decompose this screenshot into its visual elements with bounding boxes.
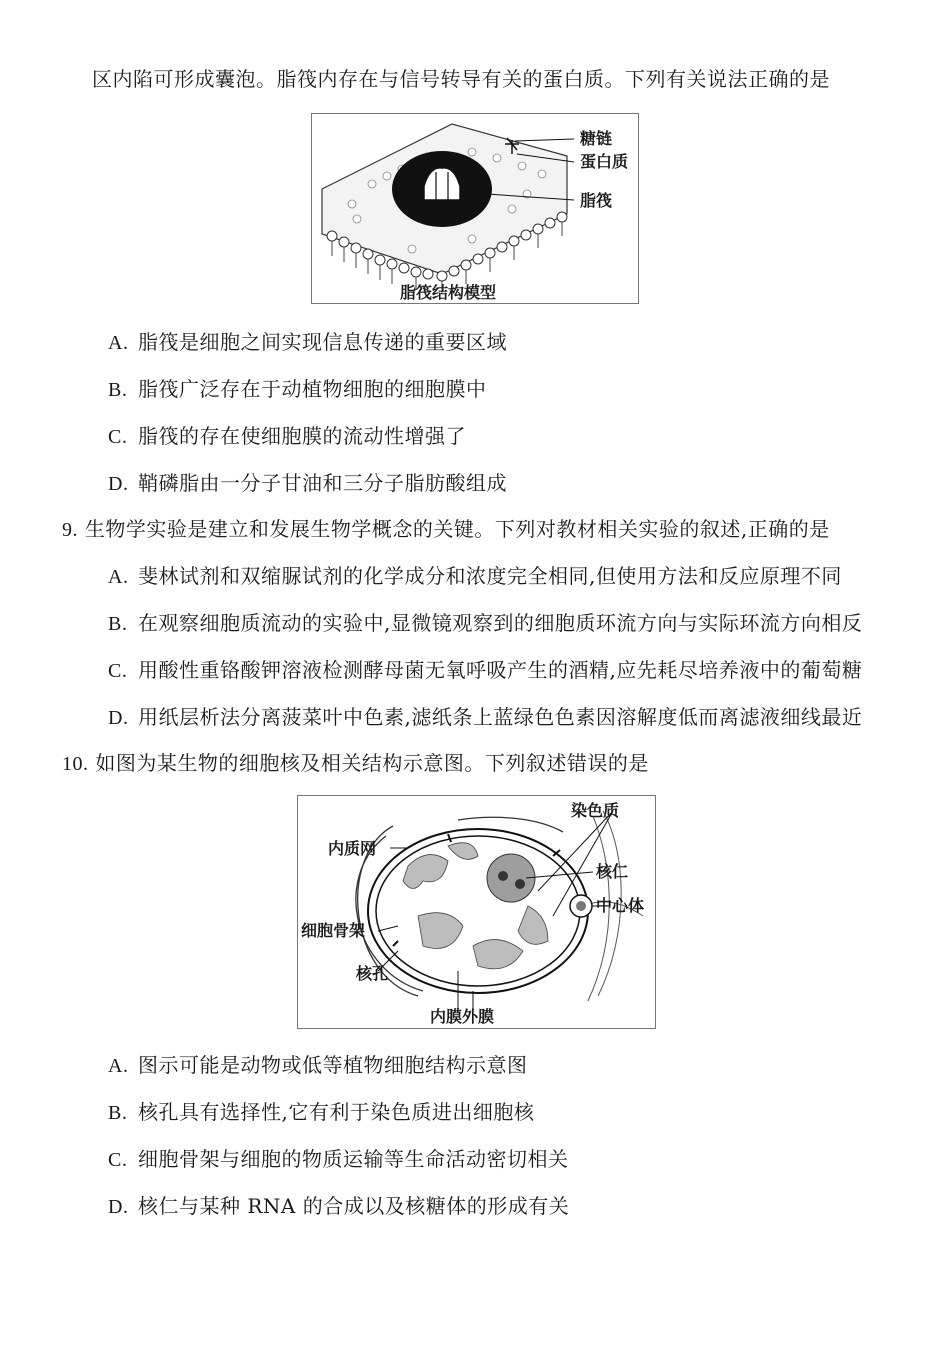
option-letter: B. <box>108 613 128 635</box>
option-text: 图示可能是动物或低等植物细胞结构示意图 <box>138 1053 528 1077</box>
q8-option-c <box>108 423 466 450</box>
nucleus-figure <box>297 795 656 1029</box>
option-text: 鞘磷脂由一分子甘油和三分子脂肪酸组成 <box>138 471 507 495</box>
option-letter: A. <box>108 332 129 354</box>
option-letter: A. <box>108 1055 129 1077</box>
label-er: 内质网 <box>328 839 377 858</box>
option-letter: C. <box>108 426 128 448</box>
label-nucleolus: 核仁 <box>596 862 629 881</box>
option-text: 脂筏的存在使细胞膜的流动性增强了 <box>138 424 466 448</box>
option-text: 脂筏广泛存在于动植物细胞的细胞膜中 <box>138 377 487 401</box>
question-stem: 生物学实验是建立和发展生物学概念的关键。下列对教材相关实验的叙述,正确的是 <box>84 517 830 541</box>
option-text: 在观察细胞质流动的实验中,显微镜观察到的细胞质环流方向与实际环流方向相反 <box>138 611 863 635</box>
q9-stem <box>62 516 830 543</box>
nucleus-diagram <box>298 796 655 1028</box>
option-text: 核孔具有选择性,它有利于染色质进出细胞核 <box>138 1100 535 1124</box>
label-membranes: 内膜外膜 <box>430 1007 495 1026</box>
q8-option-a <box>108 329 507 356</box>
figure-caption: 脂筏结构模型 <box>400 283 497 302</box>
q8-option-b <box>108 376 487 403</box>
q10-option-d <box>108 1193 569 1220</box>
option-letter: D. <box>108 473 129 495</box>
label-cytoskeleton: 细胞骨架 <box>301 921 366 940</box>
q9-option-b <box>108 610 862 637</box>
option-letter: B. <box>108 379 128 401</box>
option-text: 斐林试剂和双缩脲试剂的化学成分和浓度完全相同,但使用方法和反应原理不同 <box>138 564 842 588</box>
q10-option-c <box>108 1146 569 1173</box>
question-number: 10. <box>62 753 89 775</box>
q8-stem-tail: 区内陷可形成囊泡。脂筏内存在与信号转导有关的蛋白质。下列有关说法正确的是 <box>92 67 830 91</box>
lipid-raft-diagram <box>312 114 638 303</box>
option-letter: A. <box>108 566 129 588</box>
label-raft: 脂筏 <box>580 191 613 210</box>
option-text: 用纸层析法分离菠菜叶中色素,滤纸条上蓝绿色色素因溶解度低而离滤液细线最近 <box>138 705 863 729</box>
option-text: 细胞骨架与细胞的物质运输等生命活动密切相关 <box>138 1147 569 1171</box>
option-letter: C. <box>108 1149 128 1171</box>
label-protein: 蛋白质 <box>580 152 629 171</box>
label-centrosome: 中心体 <box>596 896 645 915</box>
option-text: 核仁与某种 RNA 的合成以及核糖体的形成有关 <box>138 1194 570 1218</box>
option-letter: C. <box>108 660 128 682</box>
option-text: 脂筏是细胞之间实现信息传递的重要区域 <box>138 330 507 354</box>
option-letter: B. <box>108 1102 128 1124</box>
question-number: 9. <box>62 519 78 541</box>
label-sugar-chain: 糖链 <box>580 129 613 148</box>
option-letter: D. <box>108 707 129 729</box>
option-letter: D. <box>108 1196 129 1218</box>
q10-stem <box>62 750 649 777</box>
q10-option-b <box>108 1099 534 1126</box>
q9-option-d <box>108 704 862 731</box>
question-stem: 如图为某生物的细胞核及相关结构示意图。下列叙述错误的是 <box>95 751 649 775</box>
q9-option-a <box>108 563 842 590</box>
q8-option-d <box>108 470 507 497</box>
label-nuclear-pore: 核孔 <box>356 964 389 983</box>
lipid-raft-figure <box>311 113 639 304</box>
q10-option-a <box>108 1052 528 1079</box>
q9-option-c <box>108 657 862 684</box>
label-chromatin: 染色质 <box>571 801 620 820</box>
option-text: 用酸性重铬酸钾溶液检测酵母菌无氧呼吸产生的酒精,应先耗尽培养液中的葡萄糖 <box>138 658 863 682</box>
